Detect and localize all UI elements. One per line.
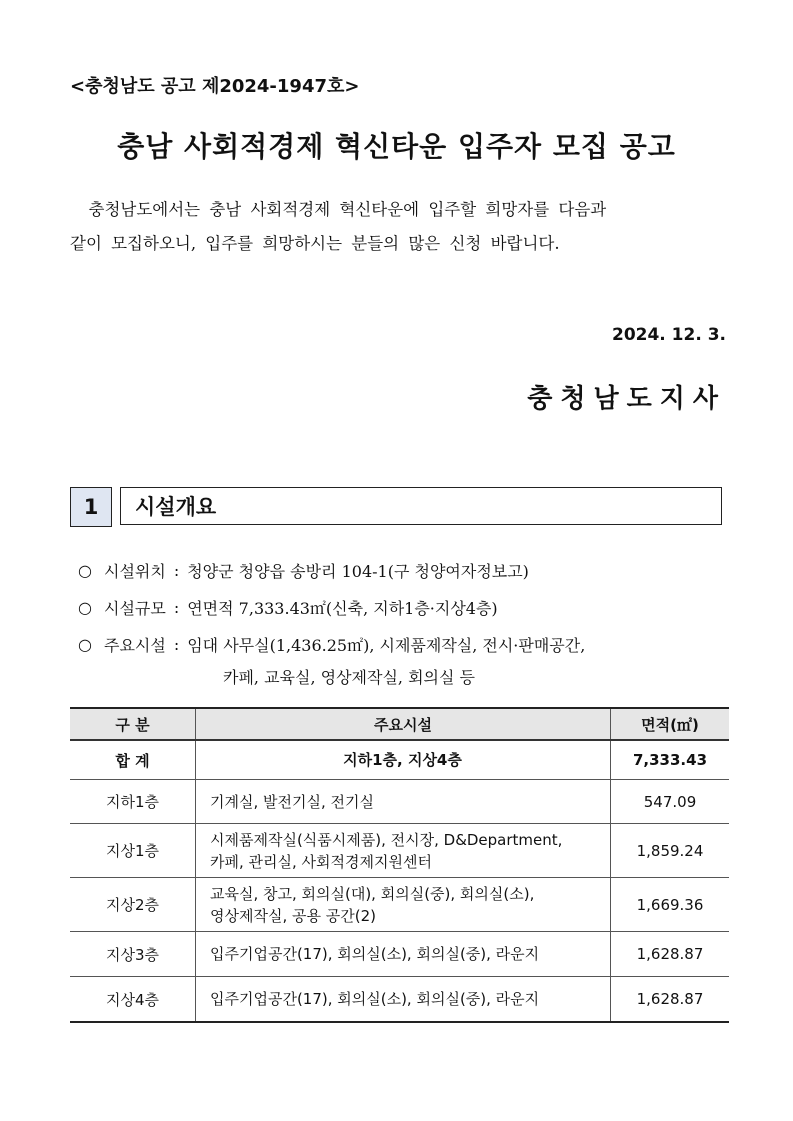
cell-area: 1,628.87: [611, 977, 730, 1023]
bullet-text-continued: 카페, 교육실, 영상제작실, 회의실 등: [223, 667, 475, 687]
facilities-line: 카페, 관리실, 사회적경제지원센터: [210, 852, 432, 871]
header-floor: 구 분: [70, 708, 196, 740]
notice-number: <충청남도 공고 제2024-1947호>: [70, 76, 360, 97]
bullet-continuation: [78, 663, 728, 689]
bullet-label: 주요시설: [104, 636, 166, 655]
cell-facilities: 지하1층, 지상4층: [196, 740, 611, 780]
cell-facilities: [196, 977, 611, 1023]
section-title: 시설개요: [120, 487, 722, 525]
intro-line: [70, 227, 726, 261]
cell-floor: 지상4층: [70, 977, 196, 1023]
cell-facilities: [196, 824, 611, 878]
table-row: [70, 780, 729, 824]
facilities-line: 입주기업공간(17), 회의실(소), 회의실(중), 라운지: [210, 990, 540, 1008]
cell-area: 7,333.43: [611, 740, 730, 780]
table-row: [70, 878, 729, 932]
notice-date: 2024. 12. 3.: [611, 325, 726, 345]
section-number: 1: [70, 487, 112, 527]
cell-facilities: [196, 878, 611, 932]
bullet-label: 시설규모: [104, 599, 166, 618]
intro-line-1: 충청남도에서는 충남 사회적경제 혁신타운에 입주할 희망자를 다음과: [88, 200, 607, 219]
facilities-line: 기계실, 발전기실, 전기실: [210, 792, 374, 811]
intro-line-2: 같이 모집하오니, 입주를 희망하시는 분들의 많은 신청 바랍니다.: [70, 234, 560, 253]
section-header: [70, 487, 722, 527]
bullet-colon: :: [173, 561, 180, 580]
cell-area: 1,669.36: [611, 878, 730, 932]
bullet-colon: :: [173, 598, 180, 617]
circle-bullet-icon: ○: [78, 561, 92, 580]
bullet-colon: :: [173, 635, 180, 654]
cell-facilities: [196, 932, 611, 977]
bullet-label: 시설위치: [104, 562, 166, 581]
issuer-name: 충청남도지사: [527, 384, 726, 414]
header-facilities: 주요시설: [196, 708, 611, 740]
intro-line: [70, 193, 726, 227]
cell-area: 547.09: [611, 780, 730, 824]
document-title: 충남 사회적경제 혁신타운 입주자 모집 공고: [117, 130, 676, 163]
facility-summary: [78, 552, 728, 689]
cell-facilities: [196, 780, 611, 824]
bullet-location: [78, 552, 728, 589]
table-row-total: [70, 740, 729, 780]
cell-area: 1,859.24: [611, 824, 730, 878]
facilities-line: 교육실, 창고, 회의실(대), 회의실(중), 회의실(소),: [210, 884, 535, 903]
bullet-scale: [78, 589, 728, 626]
circle-bullet-icon: ○: [78, 635, 92, 654]
facilities-line: 시제품제작실(식품시제품), 전시장, D&Department,: [210, 830, 563, 849]
header-area: 면적(㎡): [611, 708, 730, 740]
facility-table: [70, 707, 729, 1023]
table-header-row: [70, 708, 729, 740]
table-row: [70, 824, 729, 878]
cell-floor: 지하1층: [70, 780, 196, 824]
facilities-line: 입주기업공간(17), 회의실(소), 회의실(중), 라운지: [210, 945, 540, 963]
bullet-text: 연면적 7,333.43㎡(신축, 지하1층·지상4층): [187, 599, 498, 618]
bullet-text: 임대 사무실(1,436.25㎡), 시제품제작실, 전시·판매공간,: [187, 636, 586, 655]
cell-floor: 지상1층: [70, 824, 196, 878]
circle-bullet-icon: ○: [78, 598, 92, 617]
bullet-text: 청양군 청양읍 송방리 104-1(구 청양여자정보고): [187, 562, 529, 581]
cell-floor: 지상3층: [70, 932, 196, 977]
cell-floor: 합 계: [70, 740, 196, 780]
intro-paragraph: [70, 193, 726, 261]
table-row: [70, 977, 729, 1023]
bullet-facilities: [78, 626, 728, 663]
cell-floor: 지상2층: [70, 878, 196, 932]
cell-area: 1,628.87: [611, 932, 730, 977]
facilities-line: 영상제작실, 공용 공간(2): [210, 906, 376, 925]
table-row: [70, 932, 729, 977]
